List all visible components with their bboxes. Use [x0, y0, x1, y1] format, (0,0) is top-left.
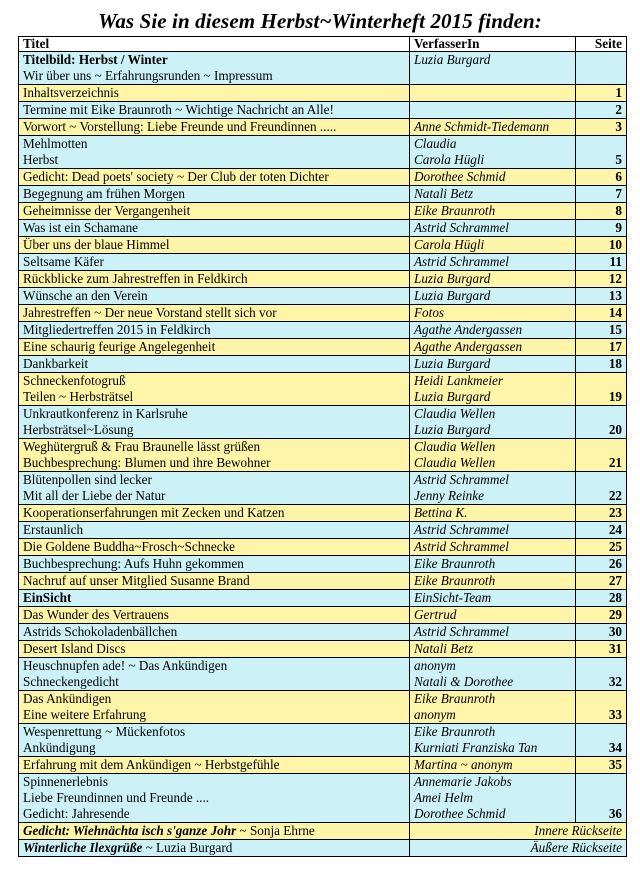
entry-title: Spinnenerlebnis — [23, 774, 108, 789]
entry-title: Desert Island Discs — [23, 641, 126, 656]
entry-author: Natali Betz — [414, 186, 473, 201]
page-number: 33 — [576, 691, 627, 724]
back-cover-location: Innere Rückseite — [410, 823, 627, 840]
author-cell — [410, 658, 576, 691]
title-cell — [19, 339, 410, 356]
page-number: 9 — [576, 220, 627, 237]
entry-author: Natali Betz — [414, 641, 473, 656]
author-cell — [410, 305, 576, 322]
page-number: 34 — [576, 724, 627, 757]
author-cell — [410, 774, 576, 823]
page-number: 6 — [576, 169, 627, 186]
entry-title: Vorwort ~ Vorstellung: Liebe Freunde und Freundinnen ..... — [23, 119, 337, 134]
entry-title: Eine schaurig feurige Angelegenheit — [23, 339, 216, 354]
table-row — [19, 339, 627, 356]
entry-author: Astrid Schrammel — [414, 624, 509, 639]
page-number: 19 — [576, 373, 627, 406]
entry-author: Eike Braunroth — [414, 691, 496, 706]
entry-author: Claudia — [414, 136, 457, 151]
author-cell — [410, 220, 576, 237]
entry-title: Teilen ~ Herbsträtsel — [23, 389, 134, 404]
entry-author: Luzia Burgard — [414, 271, 491, 286]
page-number: 28 — [576, 590, 627, 607]
back-cover-location: Äußere Rückseite — [410, 840, 627, 857]
page-number: 13 — [576, 288, 627, 305]
entry-title: Erfahrung mit dem Ankündigen ~ Herbstgefühle — [23, 757, 280, 772]
author-cell — [410, 724, 576, 757]
table-row — [19, 472, 627, 505]
entry-title: Mitgliedertreffen 2015 in Feldkirch — [23, 322, 211, 337]
back-cover-row — [19, 840, 627, 857]
back-cover-title-cell — [19, 823, 410, 840]
page-number: 3 — [576, 119, 627, 136]
table-row — [19, 641, 627, 658]
entry-author: Agathe Andergassen — [414, 322, 523, 337]
page-number: 25 — [576, 539, 627, 556]
entry-title: Rückblicke zum Jahrestreffen in Feldkirch — [23, 271, 248, 286]
entry-author: Astrid Schrammel — [414, 254, 509, 269]
entry-author: Astrid Schrammel — [414, 220, 509, 235]
title-cell — [19, 522, 410, 539]
title-cell — [19, 658, 410, 691]
title-cell — [19, 573, 410, 590]
table-row — [19, 85, 627, 102]
page-number: 5 — [576, 136, 627, 169]
entry-title: Inhaltsverzeichnis — [23, 85, 119, 100]
author-cell — [410, 322, 576, 339]
entry-author: anonym — [414, 707, 456, 722]
page-number: 15 — [576, 322, 627, 339]
title-cell — [19, 119, 410, 136]
document-title: Was Sie in diesem Herbst~Winterheft 2015 finden: — [98, 9, 542, 33]
entry-author: Jenny Reinke — [414, 488, 484, 503]
entry-author: Dorothee Schmid — [414, 806, 506, 821]
entry-title: Schneckenfotogruß — [23, 373, 126, 388]
page-number: 30 — [576, 624, 627, 641]
table-row — [19, 774, 627, 823]
page-number: 21 — [576, 439, 627, 472]
title-cell — [19, 102, 410, 119]
entry-author: Annemarie Jakobs — [414, 774, 512, 789]
entry-author: Astrid Schrammel — [414, 522, 509, 537]
author-cell — [410, 624, 576, 641]
author-cell — [410, 590, 576, 607]
title-cell — [19, 237, 410, 254]
author-cell — [410, 439, 576, 472]
page-number: 7 — [576, 186, 627, 203]
author-cell — [410, 136, 576, 169]
title-cell — [19, 271, 410, 288]
page-number: 8 — [576, 203, 627, 220]
entry-title: Wespenrettung ~ Mückenfotos — [23, 724, 186, 739]
back-cover-author: ~ Sonja Ehrne — [239, 823, 315, 838]
title-cell — [19, 724, 410, 757]
title-cell — [19, 774, 410, 823]
title-cell — [19, 85, 410, 102]
entry-title: Begegnung am frühen Morgen — [23, 186, 185, 201]
table-row — [19, 186, 627, 203]
table-row — [19, 203, 627, 220]
page-number: 17 — [576, 339, 627, 356]
entry-author: Agathe Andergassen — [414, 339, 523, 354]
author-cell — [410, 237, 576, 254]
title-cell — [19, 305, 410, 322]
page-number: 27 — [576, 573, 627, 590]
entry-title: Das Ankündigen — [23, 691, 112, 706]
back-cover-title: Gedicht: Wiehnächta isch s'ganze Johr — [23, 823, 237, 838]
entry-author: Fotos — [414, 305, 445, 320]
entry-author: Gertrud — [414, 607, 457, 622]
entry-author — [414, 102, 571, 118]
entry-author: Bettina K. — [414, 505, 468, 520]
page-number: 36 — [576, 774, 627, 823]
entry-title: Jahrestreffen ~ Der neue Vorstand stellt sich vor — [23, 305, 277, 320]
page-number: 11 — [576, 254, 627, 271]
entry-author: Eike Braunroth — [414, 724, 496, 739]
entry-title: Termine mit Eike Braunroth ~ Wichtige Nachricht an Alle! — [23, 102, 334, 117]
page-number: 22 — [576, 472, 627, 505]
entry-title: Blütenpollen sind lecker — [23, 472, 152, 487]
entry-title: Mit all der Liebe der Natur — [23, 488, 166, 503]
entry-title: Titelbild: Herbst / Winter — [23, 52, 168, 67]
title-cell — [19, 641, 410, 658]
author-cell — [410, 119, 576, 136]
table-row — [19, 539, 627, 556]
column-header-author: VerfasserIn — [410, 37, 576, 52]
page-number: 10 — [576, 237, 627, 254]
page-number: 20 — [576, 406, 627, 439]
author-cell — [410, 254, 576, 271]
title-cell — [19, 757, 410, 774]
page-number: 29 — [576, 607, 627, 624]
title-cell — [19, 220, 410, 237]
title-cell — [19, 186, 410, 203]
title-cell — [19, 505, 410, 522]
entry-title: Die Goldene Buddha~Frosch~Schnecke — [23, 539, 236, 554]
author-cell — [410, 271, 576, 288]
entry-title: Weghütergruß & Frau Braunelle lässt grüßen — [23, 439, 261, 454]
table-row — [19, 288, 627, 305]
entry-title: Schneckengedicht — [23, 674, 119, 689]
entry-title: Wünsche an den Verein — [23, 288, 148, 303]
page-number: 26 — [576, 556, 627, 573]
entry-title: Liebe Freundinnen und Freunde .... — [23, 790, 210, 805]
entry-title: Erstaunlich — [23, 522, 84, 537]
table-row — [19, 658, 627, 691]
entry-author: Luzia Burgard — [414, 356, 491, 371]
entry-title: Wir über uns ~ Erfahrungsrunden ~ Impressum — [23, 68, 273, 83]
title-cell — [19, 556, 410, 573]
author-cell — [410, 373, 576, 406]
author-cell — [410, 85, 576, 102]
author-cell — [410, 339, 576, 356]
entry-title: Das Wunder des Vertrauens — [23, 607, 169, 622]
table-row — [19, 271, 627, 288]
title-cell — [19, 406, 410, 439]
author-cell — [410, 288, 576, 305]
contents-table — [18, 36, 627, 857]
page-number — [576, 52, 627, 85]
table-row — [19, 356, 627, 373]
entry-title: EinSicht — [23, 590, 72, 605]
author-cell — [410, 691, 576, 724]
entry-author: Heidi Lankmeier — [414, 373, 503, 388]
title-cell — [19, 439, 410, 472]
column-header-title: Titel — [19, 37, 410, 52]
back-cover-title-cell — [19, 840, 410, 857]
entry-title: Gedicht: Dead poets' society ~ Der Club der toten Dichter — [23, 169, 329, 184]
entry-author: Anne Schmidt-Tiedemann — [414, 119, 550, 134]
entry-title: Geheimnisse der Vergangenheit — [23, 203, 191, 218]
entry-author: Kurniati Franziska Tan — [414, 740, 538, 755]
page-number: 23 — [576, 505, 627, 522]
entry-author: anonym — [414, 658, 456, 673]
table-row — [19, 220, 627, 237]
author-cell — [410, 169, 576, 186]
table-row — [19, 691, 627, 724]
entry-title: Herbsträtsel~Lösung — [23, 422, 134, 437]
entry-title: Mehlmotten — [23, 136, 88, 151]
entry-author: Eike Braunroth — [414, 203, 496, 218]
column-header-page: Seite — [576, 37, 627, 52]
entry-author: Luzia Burgard — [414, 52, 491, 67]
page-number: 32 — [576, 658, 627, 691]
back-cover-row — [19, 823, 627, 840]
entry-title: Astrids Schokoladenbällchen — [23, 624, 178, 639]
entry-title: Buchbesprechung: Blumen und ihre Bewohner — [23, 455, 271, 470]
entry-author: EinSicht-Team — [414, 590, 492, 605]
table-row — [19, 136, 627, 169]
page-number: 1 — [576, 85, 627, 102]
entry-author: Claudia Wellen — [414, 439, 496, 454]
title-cell — [19, 356, 410, 373]
page-number: 14 — [576, 305, 627, 322]
table-row — [19, 406, 627, 439]
table-row — [19, 373, 627, 406]
entry-author: Claudia Wellen — [414, 406, 496, 421]
author-cell — [410, 539, 576, 556]
table-row — [19, 439, 627, 472]
table-row — [19, 52, 627, 85]
header-row — [19, 37, 627, 52]
table-row — [19, 556, 627, 573]
title-cell — [19, 136, 410, 169]
table-row — [19, 119, 627, 136]
back-cover-title: Winterliche Ilexgrüße — [23, 840, 143, 855]
author-cell — [410, 757, 576, 774]
table-row — [19, 522, 627, 539]
author-cell — [410, 472, 576, 505]
entry-author: Martina ~ anonym — [414, 757, 513, 772]
author-cell — [410, 556, 576, 573]
entry-title: Kooperationserfahrungen mit Zecken und Katzen — [23, 505, 285, 520]
entry-author: Luzia Burgard — [414, 422, 491, 437]
title-cell — [19, 254, 410, 271]
entry-author — [414, 85, 571, 101]
entry-title: Dankbarkeit — [23, 356, 89, 371]
table-row — [19, 624, 627, 641]
entry-author: Dorothee Schmid — [414, 169, 506, 184]
page-number: 31 — [576, 641, 627, 658]
author-cell — [410, 52, 576, 85]
table-row — [19, 237, 627, 254]
entry-title: Was ist ein Schamane — [23, 220, 139, 235]
entry-author: Natali & Dorothee — [414, 674, 514, 689]
entry-title: Unkrautkonferenz in Karlsruhe — [23, 406, 188, 421]
author-cell — [410, 505, 576, 522]
page-number: 12 — [576, 271, 627, 288]
table-row — [19, 305, 627, 322]
title-cell — [19, 590, 410, 607]
title-cell — [19, 373, 410, 406]
title-cell — [19, 691, 410, 724]
entry-author: Claudia Wellen — [414, 455, 496, 470]
title-cell — [19, 52, 410, 85]
entry-title: Nachruf auf unser Mitglied Susanne Brand — [23, 573, 250, 588]
table-row — [19, 169, 627, 186]
title-cell — [19, 472, 410, 505]
entry-author: Astrid Schrammel — [414, 539, 509, 554]
entry-author: Amei Helm — [414, 790, 473, 805]
back-cover-author: ~ Luzia Burgard — [145, 840, 233, 855]
page-number: 18 — [576, 356, 627, 373]
table-row — [19, 724, 627, 757]
title-cell — [19, 539, 410, 556]
entry-title: Eine weitere Erfahrung — [23, 707, 147, 722]
author-cell — [410, 102, 576, 119]
table-row — [19, 607, 627, 624]
entry-author: Astrid Schrammel — [414, 472, 509, 487]
page-number: 35 — [576, 757, 627, 774]
author-cell — [410, 641, 576, 658]
title-cell — [19, 322, 410, 339]
title-cell — [19, 203, 410, 220]
entry-title: Ankündigung — [23, 740, 96, 755]
table-row — [19, 322, 627, 339]
author-cell — [410, 607, 576, 624]
page-number: 2 — [576, 102, 627, 119]
author-cell — [410, 406, 576, 439]
entry-author: Eike Braunroth — [414, 556, 496, 571]
contents-body — [19, 52, 627, 857]
title-cell — [19, 288, 410, 305]
entry-title: Buchbesprechung: Aufs Huhn gekommen — [23, 556, 244, 571]
entry-author: Carola Hügli — [414, 152, 485, 167]
page-number: 24 — [576, 522, 627, 539]
author-cell — [410, 573, 576, 590]
table-row — [19, 757, 627, 774]
entry-title: Über uns der blaue Himmel — [23, 237, 170, 252]
title-cell — [19, 624, 410, 641]
entry-author: Luzia Burgard — [414, 288, 491, 303]
author-cell — [410, 186, 576, 203]
author-cell — [410, 203, 576, 220]
table-row — [19, 505, 627, 522]
table-row — [19, 102, 627, 119]
entry-title: Gedicht: Jahresende — [23, 806, 130, 821]
title-cell — [19, 169, 410, 186]
title-cell — [19, 607, 410, 624]
entry-author: Luzia Burgard — [414, 389, 491, 404]
entry-title: Herbst — [23, 152, 59, 167]
entry-title: Seltsame Käfer — [23, 254, 104, 269]
author-cell — [410, 356, 576, 373]
author-cell — [410, 522, 576, 539]
entry-author: Eike Braunroth — [414, 573, 496, 588]
table-row — [19, 254, 627, 271]
entry-title: Heuschnupfen ade! ~ Das Ankündigen — [23, 658, 228, 673]
table-row — [19, 573, 627, 590]
table-row — [19, 590, 627, 607]
entry-author — [414, 68, 571, 84]
entry-author: Carola Hügli — [414, 237, 485, 252]
